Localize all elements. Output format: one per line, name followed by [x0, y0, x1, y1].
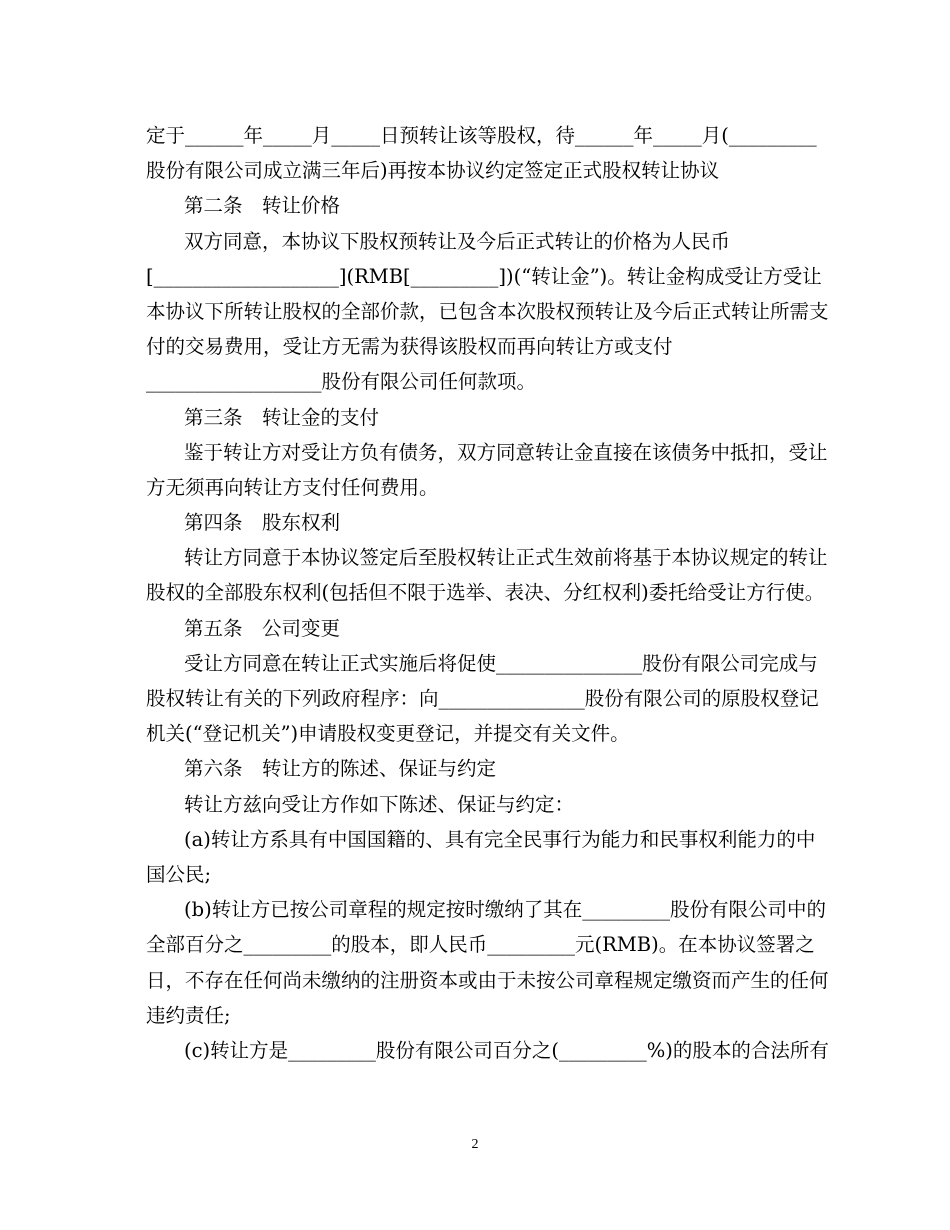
clause-b: (b)转让方已按公司章程的规定按时缴纳了其在_________股份有限公司中的	[184, 898, 826, 922]
text-line: 付的交易费用，受让方无需为获得该股权而再向转让方或支付	[146, 335, 673, 359]
text-line: [___________________](RMB[_________])(“转让金”)。转让金构成受让方受让	[146, 264, 822, 288]
text-line: 双方同意，本协议下股权预转让及今后正式转让的价格为人民币	[184, 229, 731, 253]
text-line: 违约责任;	[146, 1003, 231, 1027]
document-body	[146, 118, 829, 1068]
text-line: 方无须再向转让方支付任何费用。	[146, 475, 439, 499]
text-line: 受让方同意在转让正式实施后将促使_______________股份有限公司完成与	[184, 651, 818, 675]
text-line: 转让方兹向受让方作如下陈述、保证与约定：	[184, 792, 575, 816]
text-line: 全部百分之_________的股本，即人民币_________元(RMB)。在本协议签署之	[146, 933, 815, 957]
article-heading-4: 第四条 股东权利	[184, 511, 341, 535]
article-heading-3: 第三条 转让金的支付	[184, 405, 380, 429]
text-line: 国公民;	[146, 862, 212, 886]
text-line: 转让方同意于本协议签定后至股权转让正式生效前将基于本协议规定的转让	[184, 546, 828, 570]
page-number: 2	[471, 1137, 479, 1152]
article-heading-2: 第二条 转让价格	[184, 194, 341, 218]
text-line: 日，不存在任何尚未缴纳的注册资本或由于未按公司章程规定缴资而产生的任何	[146, 968, 829, 992]
text-line: 鉴于转让方对受让方负有债务，双方同意转让金直接在该债务中抵扣，受让	[184, 440, 828, 464]
text-line: 股权转让有关的下列政府程序：向_______________股份有限公司的原股权登记	[146, 687, 819, 710]
clause-a: (a)转让方系具有中国国籍的、具有完全民事行为能力和民事权利能力的中	[184, 827, 816, 851]
clause-c: (c)转让方是_________股份有限公司百分之(_________%)的股本的合法所有	[184, 1038, 829, 1062]
text-line: 本协议下所转让股权的全部价款，已包含本次股权预转让及今后正式转让所需支	[146, 299, 829, 323]
text-line: 股份有限公司成立满三年后)再按本协议约定签定正式股权转让协议	[146, 159, 720, 183]
text-line: 机关(“登记机关”)申请股权变更登记，并提交有关文件。	[146, 722, 630, 746]
text-line: 股权的全部股东权利(包括但不限于选举、表决、分红权利)委托给受让方行使。	[146, 581, 825, 605]
text-line: __________________股份有限公司任何款项。	[146, 370, 537, 394]
text-line: 定于______年_____月_____日预转让该等股权，待______年_____月(_________	[146, 124, 817, 147]
article-heading-5: 第五条 公司变更	[184, 616, 341, 640]
article-heading-6: 第六条 转让方的陈述、保证与约定	[184, 757, 497, 781]
